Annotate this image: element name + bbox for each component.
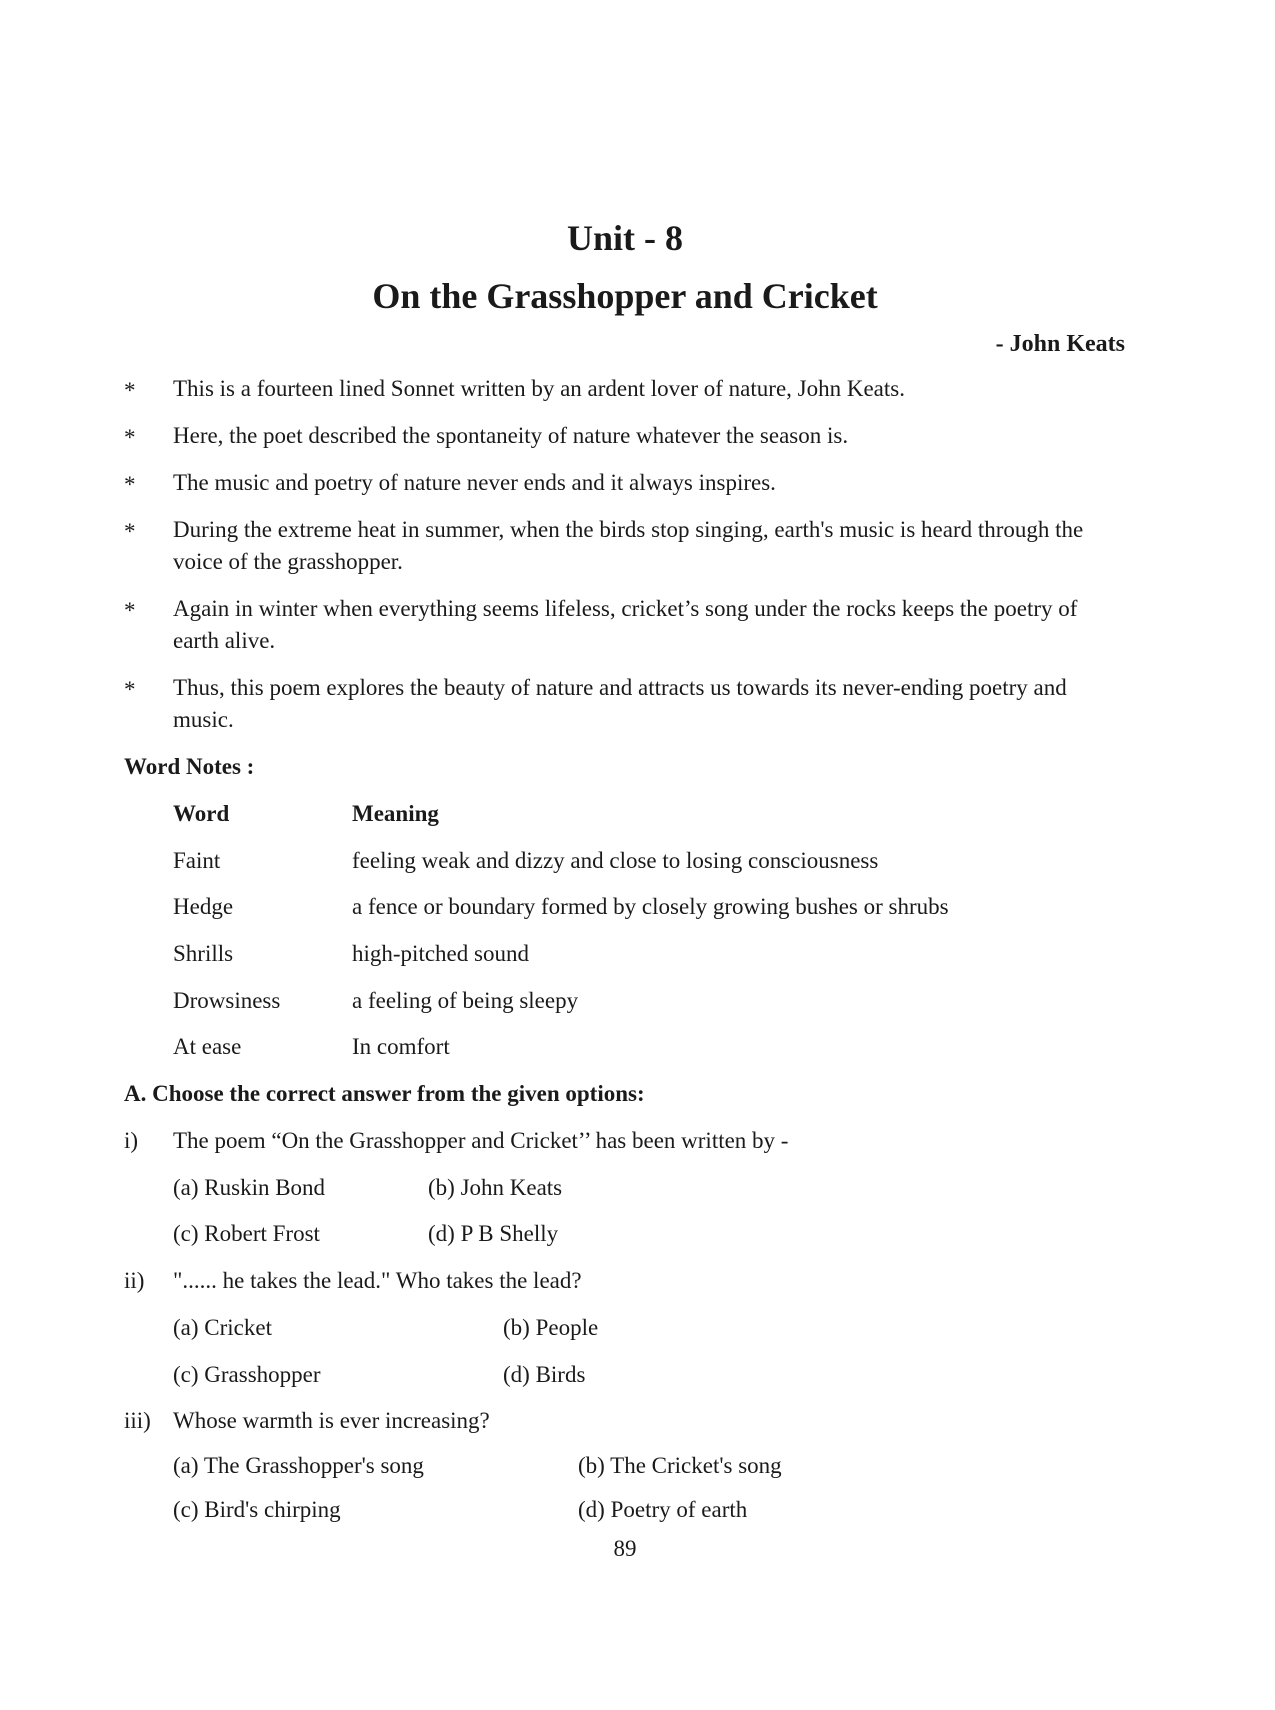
bullet-marker: *: [124, 425, 136, 450]
bullet-item: The music and poetry of nature never ends and it always inspires.: [173, 470, 776, 495]
option-a: (a) Ruskin Bond: [173, 1175, 326, 1200]
meaning-cell: a fence or boundary formed by closely growing bushes or shrubs: [352, 894, 949, 919]
bullet-item: During the extreme heat in summer, when the birds stop singing, earth's music is heard through the voice of the grasshopper.: [173, 517, 1084, 574]
meaning-cell: feeling weak and dizzy and close to losing consciousness: [352, 848, 879, 873]
word-cell: Drowsiness: [173, 988, 281, 1013]
bullet-marker: *: [124, 677, 136, 702]
author: - John Keats: [995, 331, 1125, 357]
meaning-cell: high-pitched sound: [352, 941, 529, 966]
bullet-item: Here, the poet described the spontaneity of nature whatever the season is.: [173, 423, 849, 448]
question-number: iii): [124, 1408, 151, 1433]
bullet-item: Thus, this poem explores the beauty of nature and attracts us towards its never-ending poetry and music.: [173, 675, 1067, 732]
option-c: (c) Grasshopper: [173, 1362, 321, 1387]
unit-title: Unit - 8: [567, 218, 683, 258]
bullet-marker: *: [124, 472, 136, 497]
question-text: "...... he takes the lead." Who takes the lead?: [173, 1268, 582, 1293]
option-d: (d) P B Shelly: [428, 1221, 559, 1246]
option-d: (d) Birds: [503, 1362, 586, 1387]
poem-title: On the Grasshopper and Cricket: [372, 276, 878, 316]
option-a: (a) The Grasshopper's song: [173, 1453, 424, 1478]
bullet-marker: *: [124, 598, 136, 623]
option-b: (b) People: [503, 1315, 599, 1340]
meaning-column-header: Meaning: [352, 801, 439, 826]
word-column-header: Word: [173, 801, 230, 826]
bullet-item: Again in winter when everything seems lifeless, cricket’s song under the rocks keeps the poetry of earth alive.: [173, 596, 1078, 653]
word-cell: Shrills: [173, 941, 234, 966]
option-c: (c) Robert Frost: [173, 1221, 320, 1246]
question-text: The poem “On the Grasshopper and Cricket’’ has been written by -: [173, 1128, 789, 1153]
bullet-item: This is a fourteen lined Sonnet written by an ardent lover of nature, John Keats.: [173, 376, 905, 401]
option-c: (c) Bird's chirping: [173, 1497, 341, 1522]
page-number: 89: [613, 1536, 637, 1561]
question-text: Whose warmth is ever increasing?: [173, 1408, 490, 1433]
option-b: (b) John Keats: [428, 1175, 563, 1200]
word-cell: Faint: [173, 848, 221, 873]
option-a: (a) Cricket: [173, 1315, 272, 1340]
question-number: i): [124, 1128, 139, 1153]
bullet-marker: *: [124, 378, 136, 403]
option-d: (d) Poetry of earth: [578, 1497, 748, 1522]
meaning-cell: a feeling of being sleepy: [352, 988, 579, 1013]
word-cell: Hedge: [173, 894, 234, 919]
meaning-cell: In comfort: [352, 1034, 450, 1059]
word-cell: At ease: [173, 1034, 242, 1059]
word-notes-heading: Word Notes :: [124, 754, 255, 779]
section-a-heading: A. Choose the correct answer from the given options:: [124, 1081, 645, 1106]
question-number: ii): [124, 1268, 145, 1293]
bullet-marker: *: [124, 519, 136, 544]
option-b: (b) The Cricket's song: [578, 1453, 782, 1478]
